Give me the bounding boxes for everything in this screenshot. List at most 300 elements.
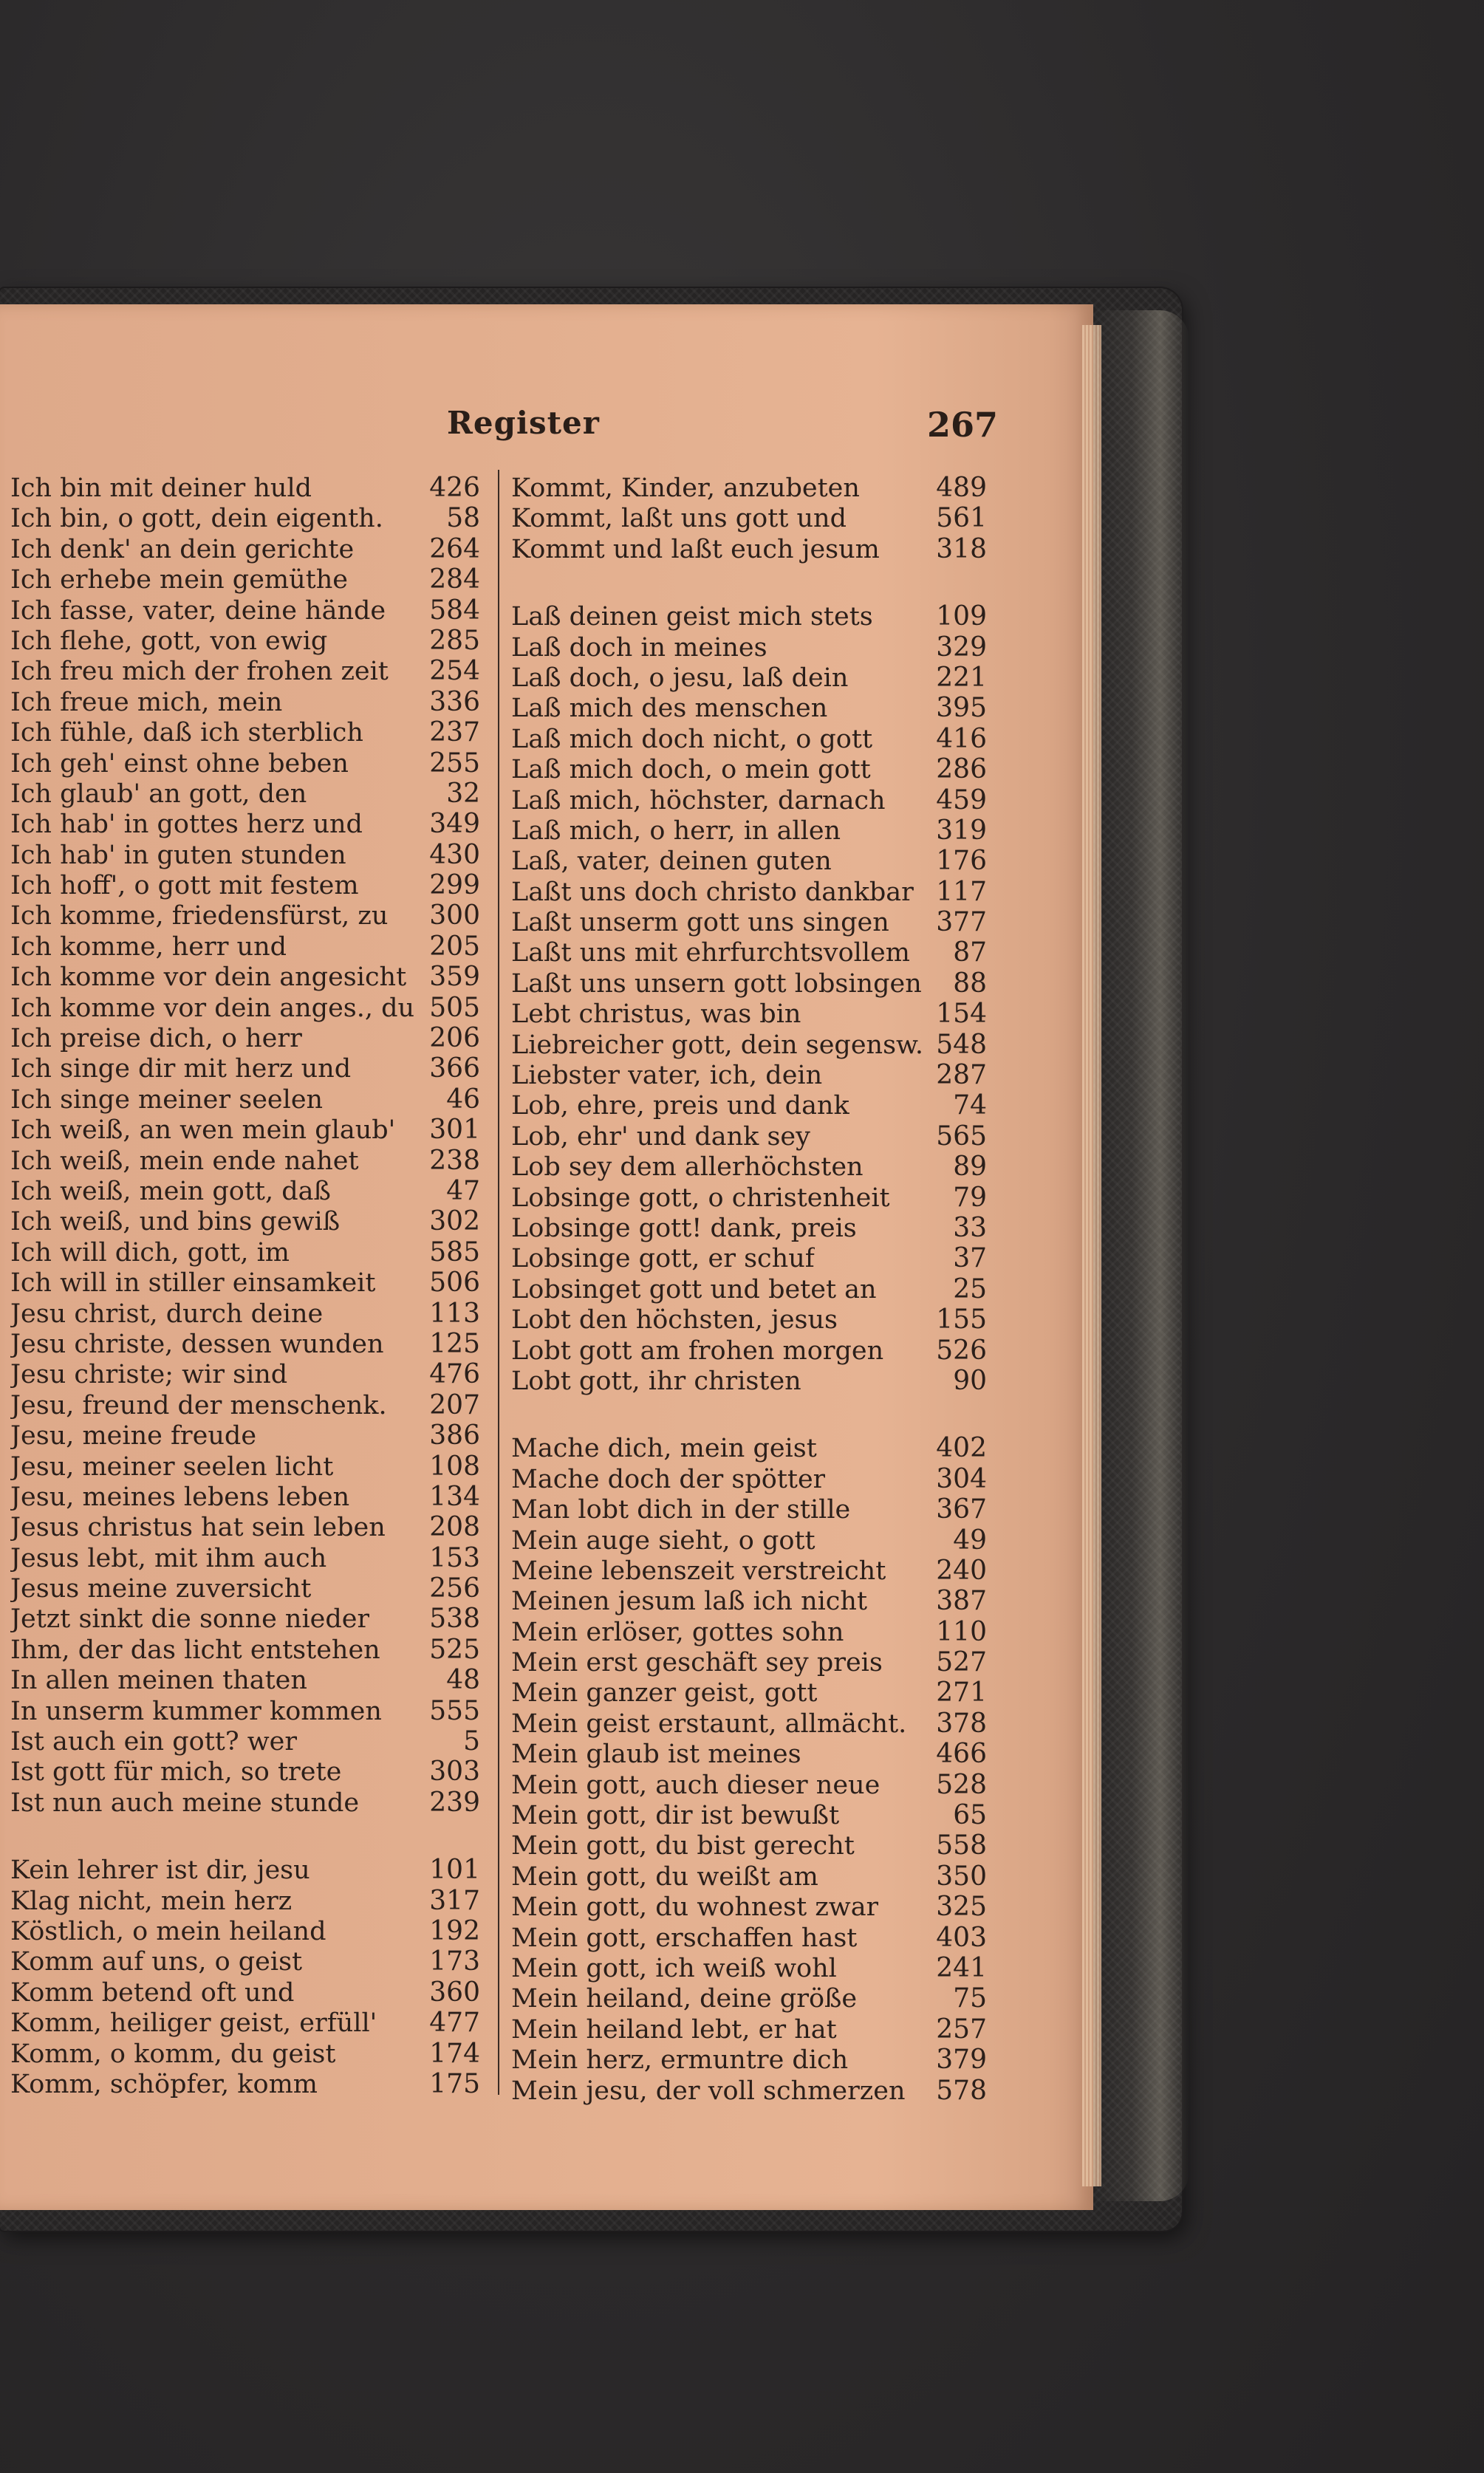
entry-title: Jesus lebt, mit ihm auch [10, 1543, 327, 1573]
entry-hymn-number: 134 [429, 1481, 480, 1512]
section-gap [10, 1818, 483, 1855]
entry-hymn-number: 174 [429, 2038, 480, 2069]
entry-hymn-number: 108 [429, 1451, 480, 1482]
entry-hymn-number: 585 [429, 1236, 480, 1268]
entry-title: Klag nicht, mein herz [10, 1886, 293, 1916]
entry-hymn-number: 25 [953, 1273, 987, 1304]
entry-title: Lob, ehre, preis und dank [511, 1091, 849, 1121]
section-gap [511, 1396, 990, 1433]
index-entry [10, 1053, 483, 1084]
index-entry [10, 1023, 483, 1053]
entry-hymn-number: 360 [429, 1977, 480, 2008]
index-entry [10, 1665, 483, 1695]
index-entry [10, 626, 483, 656]
entry-hymn-number: 395 [936, 693, 987, 724]
entry-hymn-number: 125 [429, 1328, 480, 1359]
entry-hymn-number: 538 [429, 1604, 480, 1635]
index-entry [511, 1090, 990, 1121]
entry-hymn-number: 476 [429, 1359, 480, 1390]
index-entry [10, 1084, 483, 1115]
entry-title: Ist auch ein gott? wer [10, 1727, 298, 1757]
entry-hymn-number: 525 [429, 1634, 480, 1665]
entry-hymn-number: 489 [936, 473, 987, 503]
entry-hymn-number: 561 [936, 503, 987, 534]
entry-title: Laß doch, o jesu, laß dein [511, 663, 849, 693]
right-group-2 [511, 601, 990, 1396]
entry-title: Ich komme, friedensfürst, zu [10, 901, 389, 931]
index-entry [10, 1512, 483, 1542]
entry-title: Ich singe meiner seelen [10, 1084, 324, 1115]
index-entry [10, 1757, 483, 1787]
index-entry [511, 907, 990, 937]
index-entry [511, 846, 990, 876]
entry-hymn-number: 416 [936, 723, 987, 754]
entry-hymn-number: 317 [429, 1885, 480, 1916]
entry-title: Komm, heiliger geist, erfüll' [10, 2008, 377, 2039]
entry-title: Ich bin, o gott, dein eigenth. [10, 504, 383, 534]
entry-hymn-number: 241 [936, 1952, 987, 1983]
entry-title: Laßt unserm gott uns singen [511, 908, 889, 938]
entry-hymn-number: 101 [429, 1855, 480, 1886]
index-entry [511, 1152, 990, 1182]
entry-title: Kommt und laßt euch jesum [511, 534, 880, 564]
entry-hymn-number: 254 [429, 656, 480, 687]
entry-title: Komm auf uns, o geist [10, 1947, 303, 1977]
index-entry [10, 1696, 483, 1726]
index-entry [511, 1060, 990, 1090]
entry-title: Mein glaub ist meines [511, 1740, 801, 1770]
index-entry [10, 1420, 483, 1451]
entry-title: Mache doch der spötter [511, 1464, 826, 1494]
entry-hymn-number: 350 [936, 1861, 987, 1892]
entry-hymn-number: 301 [429, 1115, 480, 1146]
entry-title: Jesu christ, durch deine [10, 1299, 324, 1329]
index-entry [10, 564, 483, 595]
index-entry [10, 2069, 483, 2099]
entry-hymn-number: 240 [936, 1555, 987, 1586]
entry-hymn-number: 208 [429, 1512, 480, 1543]
entry-hymn-number: 555 [429, 1695, 480, 1726]
entry-title: Mein gott, dir ist bewußt [511, 1801, 840, 1831]
entry-hymn-number: 46 [446, 1084, 480, 1115]
entry-title: Ich glaub' an gott, den [10, 779, 307, 809]
index-entry [511, 1494, 990, 1525]
entry-title: Man lobt dich in der stille [511, 1495, 851, 1525]
right-column [511, 473, 990, 2106]
entry-hymn-number: 325 [936, 1892, 987, 1923]
entry-title: Ich denk' an dein gerichte [10, 534, 355, 564]
index-entry [511, 1617, 990, 1647]
entry-title: Lobt gott, ihr christen [511, 1366, 801, 1396]
index-entry [10, 1237, 483, 1268]
entry-title: Mein geist erstaunt, allmächt. [511, 1708, 907, 1739]
entry-title: Jesu, meine freude [10, 1421, 257, 1451]
index-entry [10, 1788, 483, 1818]
entry-hymn-number: 155 [936, 1304, 987, 1335]
index-entry [511, 1304, 990, 1335]
entry-title: Ich komme vor dein angesicht [10, 962, 407, 993]
entry-title: Laß mich doch nicht, o gott [511, 724, 873, 754]
entry-hymn-number: 205 [429, 931, 480, 962]
index-entry [10, 1299, 483, 1329]
entry-title: In unserm kummer kommen [10, 1696, 382, 1726]
entry-title: Kommt, Kinder, anzubeten [511, 473, 860, 503]
running-title: Register [447, 405, 600, 441]
index-entry [511, 1708, 990, 1739]
index-entry [10, 1451, 483, 1482]
entry-title: Ich weiß, mein gott, daß [10, 1176, 331, 1206]
entry-hymn-number: 299 [429, 870, 480, 901]
entry-title: Jesu christe; wir sind [10, 1360, 288, 1390]
entry-title: Jesu, meines lebens leben [10, 1482, 350, 1512]
index-entry [10, 2039, 483, 2069]
entry-hymn-number: 113 [429, 1298, 480, 1329]
entry-title: Ich geh' einst ohne beben [10, 748, 349, 779]
entry-hymn-number: 287 [936, 1060, 987, 1091]
entry-title: Laßt uns doch christo dankbar [511, 877, 914, 907]
entry-title: Köstlich, o mein heiland [10, 1916, 326, 1946]
index-entry [511, 1983, 990, 2014]
entry-hymn-number: 377 [936, 907, 987, 938]
index-entry [511, 1556, 990, 1586]
index-entry [511, 1433, 990, 1463]
entry-title: Ist gott für mich, so trete [10, 1757, 342, 1788]
entry-hymn-number: 558 [936, 1830, 987, 1861]
index-entry [10, 1206, 483, 1236]
entry-title: Laß mich, o herr, in allen [511, 815, 841, 846]
entry-title: Mein erlöser, gottes sohn [511, 1617, 844, 1647]
entry-title: Lobsinge gott, er schuf [511, 1244, 815, 1274]
entry-hymn-number: 88 [953, 968, 987, 999]
index-entry [511, 1677, 990, 1708]
index-entry [511, 1030, 990, 1060]
entry-title: Mein gott, ich weiß wohl [511, 1953, 837, 1983]
index-entry [10, 1146, 483, 1176]
entry-title: In allen meinen thaten [10, 1666, 307, 1696]
index-entry [10, 1390, 483, 1420]
entry-title: Jesus meine zuversicht [10, 1574, 312, 1604]
entry-title: Jesus christus hat sein leben [10, 1513, 386, 1543]
entry-hymn-number: 175 [429, 2068, 480, 2099]
index-entry [10, 595, 483, 626]
entry-hymn-number: 238 [429, 1145, 480, 1176]
cover-edge [1093, 310, 1189, 2201]
entry-title: Komm betend oft und [10, 1977, 295, 2008]
page-header [0, 405, 999, 456]
index-entry [10, 1543, 483, 1573]
entry-hymn-number: 528 [936, 1769, 987, 1800]
page-number: 267 [927, 405, 999, 445]
index-entry [10, 687, 483, 717]
entry-hymn-number: 336 [429, 686, 480, 717]
index-entry [10, 931, 483, 962]
entry-title: Mein gott, auch dieser neue [511, 1770, 881, 1800]
entry-hymn-number: 477 [429, 2008, 480, 2039]
index-entry [511, 601, 990, 632]
entry-title: Ich freu mich der frohen zeit [10, 657, 389, 687]
entry-title: Ich fasse, vater, deine hände [10, 595, 386, 626]
entry-hymn-number: 318 [936, 533, 987, 564]
index-entry [10, 1115, 483, 1145]
entry-hymn-number: 87 [953, 937, 987, 968]
page-edge [1082, 325, 1101, 2186]
entry-title: Laß deinen geist mich stets [511, 602, 873, 632]
entry-hymn-number: 32 [446, 778, 480, 809]
entry-title: Mein erst geschäft sey preis [511, 1648, 883, 1678]
entry-hymn-number: 153 [429, 1542, 480, 1573]
index-entry [511, 1892, 990, 1922]
entry-title: Ich singe dir mit herz und [10, 1054, 352, 1084]
index-entry [10, 1359, 483, 1389]
entry-title: Liebster vater, ich, dein [511, 1061, 823, 1091]
entry-hymn-number: 206 [429, 1023, 480, 1054]
entry-title: Laß mich des menschen [511, 694, 828, 724]
entry-hymn-number: 403 [936, 1922, 987, 1953]
entry-hymn-number: 237 [429, 717, 480, 748]
entry-title: Mein auge sieht, o gott [511, 1525, 815, 1556]
entry-title: Lob, ehr' und dank sey [511, 1121, 810, 1152]
index-entry [511, 1183, 990, 1213]
index-entry [511, 937, 990, 968]
index-entry [511, 632, 990, 663]
entry-title: Mein gott, du weißt am [511, 1861, 818, 1892]
index-entry [511, 473, 990, 503]
entry-hymn-number: 33 [953, 1212, 987, 1243]
entry-hymn-number: 239 [429, 1787, 480, 1818]
index-entry [10, 534, 483, 564]
entry-title: Laß, vater, deinen guten [511, 846, 832, 877]
index-entry [10, 473, 483, 503]
entry-title: Jetzt sinkt die sonne nieder [10, 1604, 370, 1635]
entry-title: Mein jesu, der voll schmerzen [511, 2076, 906, 2106]
entry-hymn-number: 117 [936, 876, 987, 907]
entry-hymn-number: 466 [936, 1739, 987, 1770]
index-entry [511, 2045, 990, 2075]
entry-hymn-number: 402 [936, 1433, 987, 1464]
entry-title: Lobt gott am frohen morgen [511, 1335, 884, 1366]
entry-title: Lobsinget gott und betet an [511, 1274, 877, 1304]
entry-title: Laßt uns unsern gott lobsingen [511, 968, 922, 999]
entry-title: Laß doch in meines [511, 632, 767, 663]
entry-hymn-number: 527 [936, 1647, 987, 1678]
entry-hymn-number: 430 [429, 839, 480, 870]
entry-hymn-number: 378 [936, 1708, 987, 1739]
index-entry [511, 1800, 990, 1830]
entry-hymn-number: 264 [429, 533, 480, 564]
entry-hymn-number: 526 [936, 1335, 987, 1366]
left-group-2 [10, 1855, 483, 2099]
entry-hymn-number: 79 [953, 1182, 987, 1213]
index-entry [10, 809, 483, 839]
entry-hymn-number: 256 [429, 1573, 480, 1604]
entry-hymn-number: 366 [429, 1053, 480, 1084]
entry-title: Laßt uns mit ehrfurchtsvollem [511, 938, 910, 968]
index-entry [511, 1953, 990, 1983]
entry-title: Mein heiland, deine größe [511, 1984, 858, 2014]
index-entry [10, 1977, 483, 2008]
entry-hymn-number: 285 [429, 625, 480, 656]
entry-hymn-number: 109 [936, 601, 987, 632]
entry-hymn-number: 74 [953, 1090, 987, 1121]
index-entry [10, 1604, 483, 1634]
entry-hymn-number: 359 [429, 962, 480, 993]
entry-hymn-number: 300 [429, 900, 480, 931]
index-entry [10, 1635, 483, 1665]
index-entry [511, 1525, 990, 1556]
entry-hymn-number: 578 [936, 2075, 987, 2106]
index-entry [511, 693, 990, 723]
entry-title: Laß mich, höchster, darnach [511, 785, 886, 815]
entry-hymn-number: 221 [936, 662, 987, 693]
entry-title: Ich hab' in gottes herz und [10, 810, 363, 840]
index-entry [511, 785, 990, 815]
index-entry [511, 1366, 990, 1396]
entry-title: Ihm, der das licht entstehen [10, 1635, 380, 1665]
index-entry [511, 534, 990, 564]
index-entry [10, 1886, 483, 1916]
entry-title: Meine lebenszeit verstreicht [511, 1556, 886, 1586]
entry-title: Ich fühle, daß ich sterblich [10, 718, 363, 748]
index-entry [10, 1268, 483, 1298]
entry-hymn-number: 379 [936, 2045, 987, 2076]
entry-hymn-number: 505 [429, 992, 480, 1023]
index-entry [511, 2014, 990, 2045]
index-entry [10, 717, 483, 748]
entry-title: Mein heiland lebt, er hat [511, 2014, 837, 2045]
index-entry [511, 1647, 990, 1677]
entry-hymn-number: 548 [936, 1029, 987, 1060]
index-entry [10, 1855, 483, 1885]
entry-title: Ich bin mit deiner huld [10, 473, 312, 503]
entry-hymn-number: 426 [429, 473, 480, 503]
entry-hymn-number: 386 [429, 1420, 480, 1451]
entry-title: Mein herz, ermuntre dich [511, 2045, 849, 2076]
index-entry [511, 663, 990, 693]
entry-hymn-number: 37 [953, 1243, 987, 1274]
left-group-1 [10, 473, 483, 1818]
entry-title: Komm, o komm, du geist [10, 2039, 336, 2069]
entry-title: Ich hab' in guten stunden [10, 840, 346, 870]
index-entry [10, 1726, 483, 1757]
entry-title: Liebreicher gott, dein segensw. [511, 1030, 923, 1060]
left-column [10, 473, 483, 2099]
index-entry [511, 2076, 990, 2106]
entry-title: Jesu christe, dessen wunden [10, 1329, 384, 1359]
index-entry [10, 870, 483, 900]
entry-title: Lebt christus, was bin [511, 999, 801, 1030]
index-entry [511, 1335, 990, 1366]
index-entry [511, 1274, 990, 1304]
section-gap [511, 564, 990, 601]
entry-title: Ich komme, herr und [10, 931, 287, 962]
entry-title: Lobsinge gott! dank, preis [511, 1213, 857, 1243]
entry-title: Mein gott, du bist gerecht [511, 1831, 855, 1861]
index-entry [511, 1861, 990, 1892]
entry-hymn-number: 387 [936, 1586, 987, 1617]
entry-hymn-number: 192 [429, 1915, 480, 1946]
entry-title: Mein gott, du wohnest zwar [511, 1892, 879, 1923]
entry-hymn-number: 303 [429, 1757, 480, 1788]
entry-hymn-number: 47 [446, 1175, 480, 1206]
entry-hymn-number: 302 [429, 1206, 480, 1237]
index-entry [511, 1830, 990, 1861]
entry-hymn-number: 58 [446, 503, 480, 534]
entry-title: Lobsinge gott, o christenheit [511, 1183, 890, 1213]
entry-title: Lobt den höchsten, jesus [511, 1305, 838, 1335]
entry-title: Kein lehrer ist dir, jesu [10, 1855, 310, 1886]
entry-hymn-number: 349 [429, 809, 480, 840]
index-entry [511, 1923, 990, 1953]
entry-hymn-number: 304 [936, 1463, 987, 1494]
index-entry [10, 962, 483, 992]
entry-hymn-number: 49 [953, 1525, 987, 1556]
entry-title: Laß mich doch, o mein gott [511, 755, 871, 785]
entry-hymn-number: 5 [463, 1726, 480, 1757]
entry-title: Mein ganzer geist, gott [511, 1678, 818, 1708]
entry-title: Mein gott, erschaffen hast [511, 1923, 858, 1953]
index-entry [10, 503, 483, 533]
column-divider [498, 470, 499, 2095]
index-entry [511, 999, 990, 1029]
entry-title: Lob sey dem allerhöchsten [511, 1152, 864, 1183]
index-entry [10, 1176, 483, 1206]
index-entry [511, 1243, 990, 1273]
entry-hymn-number: 286 [936, 754, 987, 785]
index-entry [10, 993, 483, 1023]
index-entry [10, 2008, 483, 2038]
index-entry [511, 968, 990, 999]
right-group-3 [511, 1433, 990, 2106]
entry-hymn-number: 284 [429, 564, 480, 595]
entry-title: Ich erhebe mein gemüthe [10, 565, 348, 595]
entry-hymn-number: 584 [429, 595, 480, 626]
entry-title: Ich komme vor dein anges., du [10, 993, 415, 1023]
entry-title: Ich preise dich, o herr [10, 1024, 302, 1054]
index-entry [511, 1464, 990, 1494]
index-entry [511, 503, 990, 533]
index-entry [511, 724, 990, 754]
index-entry [10, 779, 483, 809]
entry-hymn-number: 48 [446, 1665, 480, 1696]
index-entry [10, 656, 483, 686]
index-entry [511, 1586, 990, 1616]
right-group-1 [511, 473, 990, 564]
entry-hymn-number: 154 [936, 999, 987, 1030]
entry-title: Ich weiß, mein ende nahet [10, 1146, 359, 1176]
entry-hymn-number: 255 [429, 748, 480, 779]
entry-title: Ich freue mich, mein [10, 687, 283, 717]
entry-title: Ich will dich, gott, im [10, 1237, 290, 1268]
entry-title: Jesu, meiner seelen licht [10, 1451, 334, 1482]
index-entry [511, 815, 990, 846]
entry-title: Komm, schöpfer, komm [10, 2069, 318, 2099]
entry-title: Ich weiß, und bins gewiß [10, 1207, 341, 1237]
index-entry [10, 1946, 483, 1977]
entry-hymn-number: 173 [429, 1946, 480, 1977]
index-entry [10, 1916, 483, 1946]
entry-hymn-number: 110 [936, 1616, 987, 1647]
entry-title: Jesu, freund der menschenk. [10, 1390, 387, 1420]
entry-title: Ich flehe, gott, von ewig [10, 626, 328, 656]
entry-hymn-number: 90 [953, 1365, 987, 1396]
index-entry [10, 840, 483, 870]
entry-title: Ist nun auch meine stunde [10, 1788, 360, 1818]
index-entry [511, 1770, 990, 1800]
index-entry [10, 1329, 483, 1359]
entry-hymn-number: 257 [936, 2014, 987, 2045]
entry-hymn-number: 89 [953, 1152, 987, 1183]
entry-title: Ich will in stiller einsamkeit [10, 1268, 376, 1299]
